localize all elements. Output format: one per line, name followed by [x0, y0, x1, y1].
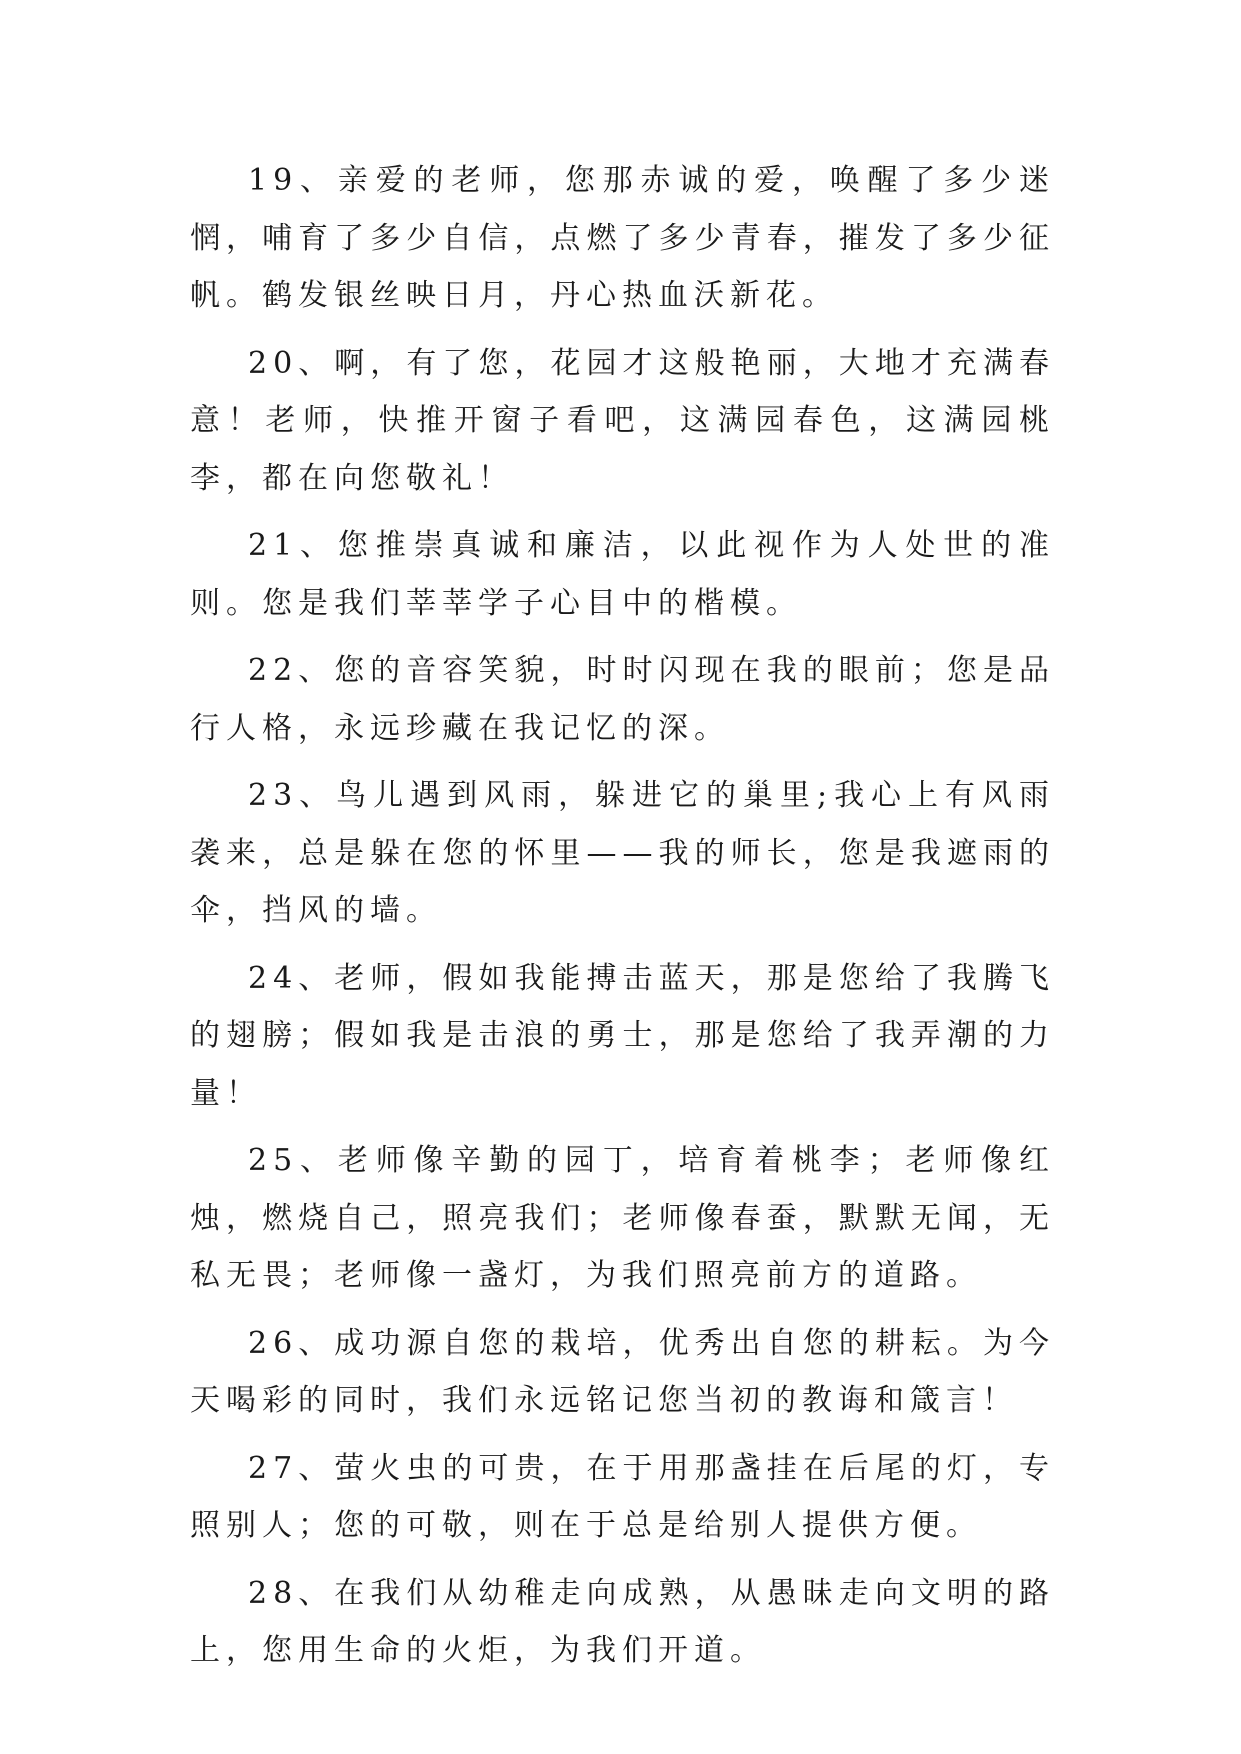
paragraph-20: 20、啊，有了您，花园才这般艳丽，大地才充满春意！老师，快推开窗子看吧，这满园春色，这满园桃李，都在向您敬礼！ — [190, 345, 1055, 496]
paragraph-19: 19、亲爱的老师，您那赤诚的爱，唤醒了多少迷惘，哺育了多少自信，点燃了多少青春，摧发了多少征帆。鹤发银丝映日月，丹心热血沃新花。 — [190, 163, 1055, 313]
paragraph-21: 21、您推崇真诚和廉洁，以此视作为人处世的准则。您是我们莘莘学子心目中的楷模。 — [190, 528, 1055, 621]
document-body — [190, 152, 1055, 1690]
paragraph-24: 24、老师，假如我能搏击蓝天，那是您给了我腾飞的翅膀；假如我是击浪的勇士，那是您给了我弄潮的力量！ — [190, 960, 1055, 1111]
paragraph-27: 27、萤火虫的可贵，在于用那盏挂在后尾的灯，专照别人；您的可敬，则在于总是给别人提供方便。 — [190, 1450, 1055, 1543]
paragraph-26: 26、成功源自您的栽培，优秀出自您的耕耘。为今天喝彩的同时，我们永远铭记您当初的教诲和箴言！ — [190, 1325, 1055, 1418]
paragraph-28: 28、在我们从幼稚走向成熟，从愚昧走向文明的路上，您用生命的火炬，为我们开道。 — [190, 1575, 1055, 1668]
paragraph-23: 23、鸟儿遇到风雨，躲进它的巢里;我心上有风雨袭来，总是躲在您的怀里——我的师长，您是我遮雨的伞，挡风的墙。 — [190, 778, 1055, 928]
paragraph-25: 25、老师像辛勤的园丁，培育着桃李；老师像红烛，燃烧自己，照亮我们；老师像春蚕，默默无闻，无私无畏；老师像一盏灯，为我们照亮前方的道路。 — [190, 1143, 1055, 1293]
paragraph-22: 22、您的音容笑貌，时时闪现在我的眼前；您是品行人格，永远珍藏在我记忆的深。 — [190, 653, 1055, 746]
